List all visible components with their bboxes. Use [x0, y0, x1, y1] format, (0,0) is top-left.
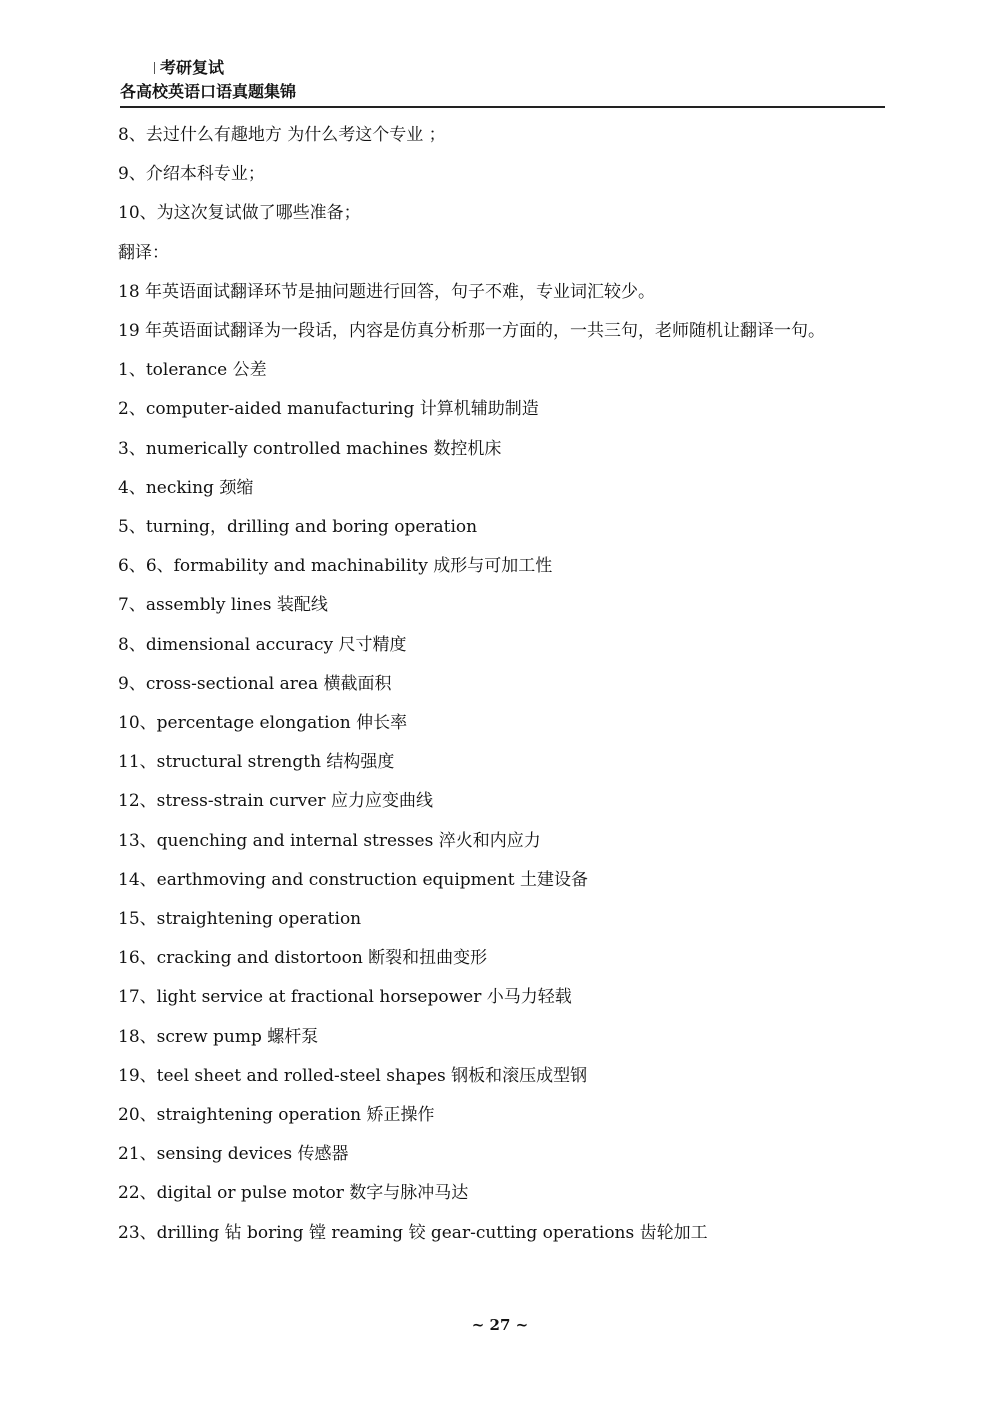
header-subtitle: 考研复试	[160, 58, 225, 77]
page-body	[118, 116, 888, 1253]
term-item: 14、earthmoving and construction equipment 土建设备	[118, 869, 589, 890]
question-item: 8、去过什么有趣地方 为什么考这个专业 ；	[118, 125, 446, 145]
term-item: 11、structural strength 结构强度	[118, 752, 395, 773]
term-item: 15、straightening operation	[118, 909, 362, 930]
term-item: 13、quenching and internal stresses 淬火和内应力	[118, 830, 541, 851]
term-item: 19、teel sheet and rolled-steel shapes 钢板和滚压成型钢	[118, 1065, 588, 1086]
term-item: 8、dimensional accuracy 尺寸精度	[118, 634, 407, 655]
question-item: 9、介绍本科专业；	[118, 164, 265, 185]
header-divider	[120, 106, 885, 108]
term-item: 23、drilling 钻 boring 镗 reaming 铰 gear-cutting operations 齿轮加工	[118, 1222, 708, 1243]
term-item: 10、percentage elongation 伸长率	[118, 713, 408, 734]
header-subtitle-row	[120, 56, 885, 80]
page-header	[120, 56, 885, 108]
term-item: 3、numerically controlled machines 数控机床	[118, 438, 502, 459]
term-item: 1、tolerance 公差	[118, 360, 267, 381]
term-item: 4、necking 颈缩	[118, 477, 254, 498]
translation-paragraph: 18 年英语面试翻译环节是抽问题进行回答，句子不难，专业词汇较少。	[118, 281, 656, 302]
term-item: 7、assembly lines 装配线	[118, 595, 328, 616]
header-title: 各高校英语口语真题集锦	[120, 82, 297, 101]
question-item: 10、为这次复试做了哪些准备；	[118, 203, 361, 224]
header-margin-mark	[154, 62, 155, 74]
term-item: 6、6、formability and machinability 成形与可加工性	[118, 556, 553, 577]
term-item: 16、cracking and distortoon 断裂和扭曲变形	[118, 948, 488, 969]
term-item: 5、turning，drilling and boring operation	[118, 517, 478, 538]
term-item: 9、cross-sectional area 横截面积	[118, 673, 392, 694]
term-item: 18、screw pump 螺杆泵	[118, 1026, 319, 1047]
term-item: 17、light service at fractional horsepower 小马力轻载	[118, 987, 572, 1008]
term-item: 12、stress-strain curver 应力应变曲线	[118, 791, 433, 812]
translation-paragraph: 19 年英语面试翻译为一段话，内容是仿真分析那一方面的，一共三句，老师随机让翻译一句。	[118, 321, 826, 342]
term-item: 22、digital or pulse motor 数字与脉冲马达	[118, 1183, 469, 1204]
term-item: 2、computer-aided manufacturing 计算机辅助制造	[118, 399, 539, 420]
term-item: 21、sensing devices 传感器	[118, 1144, 349, 1165]
translation-heading: 翻译：	[118, 242, 169, 263]
term-item: 20、straightening operation 矫正操作	[118, 1105, 435, 1126]
page-number: ~ 27 ~	[471, 1316, 529, 1334]
